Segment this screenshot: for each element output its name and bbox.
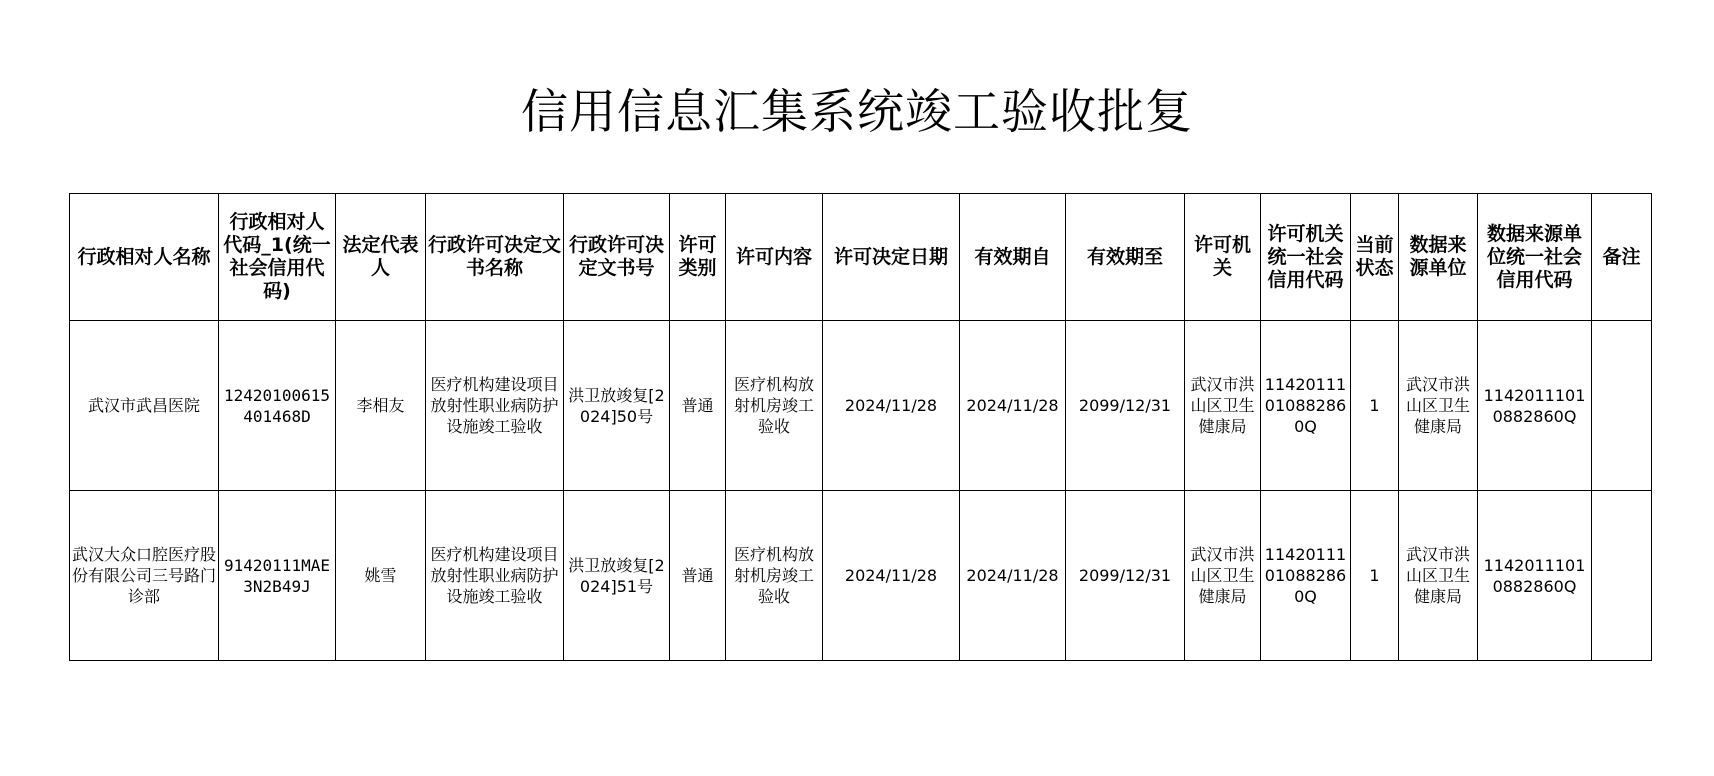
- cell-code: 91420111MAE3N2B49J: [219, 491, 336, 661]
- cell-content: 医疗机构放射机房竣工验收: [726, 491, 823, 661]
- cell-valid-from: 2024/11/28: [960, 491, 1066, 661]
- cell-remark: [1592, 491, 1652, 661]
- cell-name: 武汉大众口腔医疗股份有限公司三号路门诊部: [70, 491, 219, 661]
- cell-legal-rep: 李相友: [336, 321, 426, 491]
- cell-doc-no: 洪卫放竣复[2024]51号: [564, 491, 670, 661]
- cell-authority: 武汉市洪山区卫生健康局: [1185, 491, 1261, 661]
- cell-status: 1: [1351, 491, 1399, 661]
- column-header: 行政许可决定文书名称: [426, 194, 564, 321]
- cell-source-code: 11420111010882860Q: [1478, 491, 1592, 661]
- cell-valid-to: 2099/12/31: [1066, 321, 1185, 491]
- cell-doc-name: 医疗机构建设项目放射性职业病防护设施竣工验收: [426, 321, 564, 491]
- cell-code: 12420100615401468D: [219, 321, 336, 491]
- cell-doc-name: 医疗机构建设项目放射性职业病防护设施竣工验收: [426, 491, 564, 661]
- cell-authority-code: 11420111010882860Q: [1261, 491, 1351, 661]
- table-row: [70, 321, 1652, 491]
- cell-source-code: 11420111010882860Q: [1478, 321, 1592, 491]
- column-header: 行政相对人代码_1(统一社会信用代码): [219, 194, 336, 321]
- cell-category: 普通: [670, 321, 726, 491]
- table-row: [70, 491, 1652, 661]
- column-header: 数据来源单位统一社会信用代码: [1478, 194, 1592, 321]
- cell-doc-no: 洪卫放竣复[2024]50号: [564, 321, 670, 491]
- cell-remark: [1592, 321, 1652, 491]
- column-header: 有效期至: [1066, 194, 1185, 321]
- cell-valid-to: 2099/12/31: [1066, 491, 1185, 661]
- cell-source: 武汉市洪山区卫生健康局: [1399, 491, 1478, 661]
- cell-decision-date: 2024/11/28: [823, 491, 960, 661]
- approval-table: [69, 193, 1652, 661]
- column-header: 许可内容: [726, 194, 823, 321]
- column-header: 法定代表人: [336, 194, 426, 321]
- page-title: 信用信息汇集系统竣工验收批复: [521, 85, 1193, 140]
- column-header: 许可机关: [1185, 194, 1261, 321]
- column-header: 许可类别: [670, 194, 726, 321]
- column-header: 行政相对人名称: [70, 194, 219, 321]
- cell-source: 武汉市洪山区卫生健康局: [1399, 321, 1478, 491]
- cell-content: 医疗机构放射机房竣工验收: [726, 321, 823, 491]
- cell-decision-date: 2024/11/28: [823, 321, 960, 491]
- cell-legal-rep: 姚雪: [336, 491, 426, 661]
- column-header: 数据来源单位: [1399, 194, 1478, 321]
- cell-authority-code: 11420111010882860Q: [1261, 321, 1351, 491]
- column-header: 行政许可决定文书号: [564, 194, 670, 321]
- column-header: 备注: [1592, 194, 1652, 321]
- column-header: 当前状态: [1351, 194, 1399, 321]
- cell-status: 1: [1351, 321, 1399, 491]
- cell-name: 武汉市武昌医院: [70, 321, 219, 491]
- column-header: 有效期自: [960, 194, 1066, 321]
- column-header: 许可决定日期: [823, 194, 960, 321]
- column-header: 许可机关统一社会信用代码: [1261, 194, 1351, 321]
- cell-authority: 武汉市洪山区卫生健康局: [1185, 321, 1261, 491]
- cell-valid-from: 2024/11/28: [960, 321, 1066, 491]
- header-row: [70, 194, 1652, 321]
- cell-category: 普通: [670, 491, 726, 661]
